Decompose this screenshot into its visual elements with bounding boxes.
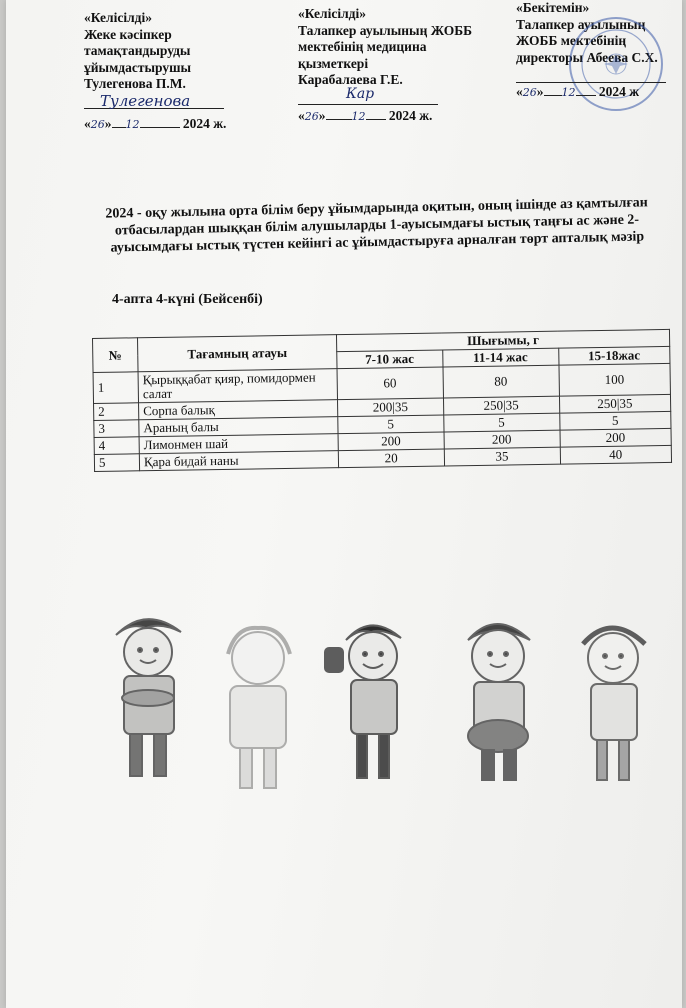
row-number: 1 bbox=[93, 372, 138, 404]
row-dish-name: Сорпа балық bbox=[139, 400, 338, 420]
approval-line: Карабалаева Г.Е. bbox=[298, 72, 403, 87]
row-value: 250|35 bbox=[443, 396, 559, 415]
row-number: 3 bbox=[94, 420, 139, 438]
menu-table bbox=[92, 329, 672, 472]
approval-date: «26» 12 2024 ж bbox=[516, 84, 640, 99]
week-day-label: 4-апта 4-күні (Бейсенбі) bbox=[112, 292, 263, 307]
row-number: 5 bbox=[94, 454, 139, 472]
row-value: 80 bbox=[442, 365, 559, 398]
date-year: 2024 ж bbox=[598, 84, 640, 99]
approval-line: мектебінің медицина bbox=[298, 39, 427, 54]
approval-line: «Бекітемін» bbox=[516, 0, 590, 15]
date-month: 12 bbox=[561, 86, 576, 99]
approval-line: Талапкер ауылының bbox=[516, 16, 646, 32]
row-dish-name: Араның балы bbox=[139, 417, 338, 437]
children-cooking-illustration bbox=[96, 610, 676, 805]
row-value: 200 bbox=[338, 432, 444, 451]
header-dish-name: Тағамның атауы bbox=[138, 335, 338, 372]
handwritten-signature: Кар bbox=[346, 86, 375, 102]
date-day: 26 bbox=[304, 110, 319, 123]
approval-line: «Келісілді» bbox=[84, 10, 152, 25]
approval-line: қызметкері bbox=[298, 55, 369, 71]
row-value: 250|35 bbox=[559, 394, 671, 413]
row-value: 200|35 bbox=[337, 398, 443, 417]
handwritten-signature: Тулегенова bbox=[100, 92, 191, 110]
header-age: 15-18жас bbox=[558, 346, 670, 365]
approval-line: ЖОББ мектебінің bbox=[516, 33, 627, 48]
row-value: 5 bbox=[338, 415, 444, 434]
header-age: 7-10 жас bbox=[337, 350, 443, 369]
child-figure bbox=[116, 619, 181, 776]
document-title: 2024 - оқу жылына орта білім беру ұйымдарында оқитын, оның ішінде аз қамтылған отбасылардан шыққан білім алушыларды 1-ауысымдағы ыстық таңғы ас және 2-ауысымдағы ыстық түстен кейінгі ас ұйымдастыруға арналған төрт апталық мәзір bbox=[105, 195, 648, 256]
date-year: 2024 ж. bbox=[182, 116, 227, 131]
row-dish-name: Лимонмен шай bbox=[139, 434, 338, 454]
row-dish-name: Қара бидай наны bbox=[139, 451, 338, 471]
approval-line: Талапкер ауылының ЖОББ bbox=[298, 22, 473, 38]
row-value: 5 bbox=[559, 411, 671, 430]
approval-date: «26» 12 2024 ж. bbox=[298, 108, 433, 123]
row-dish-name: Қырыққабат қияр, помидормен салат bbox=[138, 369, 337, 403]
row-value: 35 bbox=[444, 447, 560, 466]
document-page bbox=[6, 0, 682, 1008]
header-yield: Шығымы, г bbox=[336, 329, 669, 351]
row-value: 100 bbox=[559, 363, 671, 396]
approval-line: Тулегенова П.М. bbox=[84, 76, 186, 91]
date-day: 26 bbox=[522, 86, 537, 99]
header-number: № bbox=[93, 338, 139, 373]
approval-block-medic bbox=[298, 6, 472, 89]
approval-line: Жеке кәсіпкер bbox=[84, 26, 172, 42]
date-year: 2024 ж. bbox=[388, 108, 433, 123]
approval-line: тамақтандыруды bbox=[84, 43, 191, 58]
header-age: 11-14 жас bbox=[442, 348, 558, 367]
approval-block-caterer bbox=[84, 10, 191, 93]
row-value: 200 bbox=[560, 428, 672, 447]
approval-line: «Келісілді» bbox=[298, 6, 366, 21]
date-day: 26 bbox=[90, 118, 105, 131]
school-seal-stamp bbox=[566, 14, 666, 119]
signature-line bbox=[298, 104, 438, 105]
date-month: 12 bbox=[351, 110, 366, 123]
row-value: 200 bbox=[444, 430, 560, 449]
row-value: 5 bbox=[443, 413, 559, 432]
row-value: 20 bbox=[338, 449, 444, 468]
date-month: 12 bbox=[125, 118, 140, 131]
row-number: 2 bbox=[94, 403, 139, 421]
row-number: 4 bbox=[94, 437, 139, 455]
row-value: 60 bbox=[337, 367, 443, 400]
approval-line: ұйымдастырушы bbox=[84, 59, 192, 75]
approval-date: «26» 12 2024 ж. bbox=[84, 116, 227, 131]
approval-line: директоры Абеева С.Х. bbox=[516, 49, 658, 65]
row-value: 40 bbox=[560, 445, 672, 464]
signature-line bbox=[516, 82, 666, 83]
